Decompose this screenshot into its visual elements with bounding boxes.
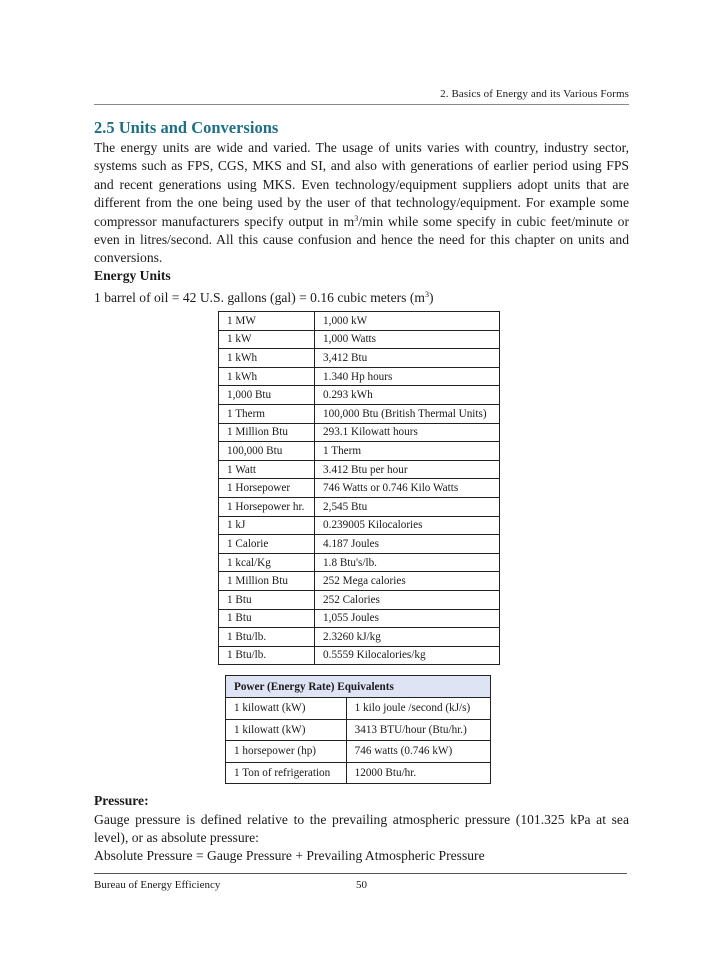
table-row	[219, 572, 500, 591]
table-cell-quantity: 1 kcal/Kg	[219, 553, 315, 572]
table-cell-quantity: 1 Calorie	[219, 535, 315, 554]
table-cell-equivalent: 746 watts (0.746 kW)	[346, 741, 490, 763]
table-cell-equivalent: 746 Watts or 0.746 Kilo Watts	[315, 479, 500, 498]
table-cell-quantity: 1 Btu/lb.	[219, 646, 315, 665]
table-cell-quantity: 1,000 Btu	[219, 386, 315, 405]
table-cell-equivalent: 1 kilo joule /second (kJ/s)	[346, 698, 490, 720]
table-row	[219, 516, 500, 535]
table-cell-equivalent: 3.412 Btu per hour	[315, 460, 500, 479]
table-cell-quantity: 1 Ton of refrigeration	[226, 762, 347, 784]
table-row	[226, 719, 491, 741]
section-title: 2.5 Units and Conversions	[94, 118, 279, 137]
table-row	[219, 349, 500, 368]
table-row	[219, 367, 500, 386]
table-row	[226, 741, 491, 763]
table-cell-quantity: 1 kWh	[219, 349, 315, 368]
pressure-paragraph: Gauge pressure is defined relative to the prevailing atmospheric pressure (101.325 kPa at sea level), or as absolute pressure:	[94, 812, 629, 846]
table-cell-quantity: 100,000 Btu	[219, 442, 315, 461]
barrel-close: )	[428, 290, 434, 305]
table-cell-equivalent: 1.340 Hp hours	[315, 367, 500, 386]
table-cell-equivalent: 12000 Btu/hr.	[346, 762, 490, 784]
table-row	[219, 497, 500, 516]
table-row	[219, 312, 500, 331]
footer-rule	[94, 873, 627, 874]
table-row	[219, 423, 500, 442]
table-cell-equivalent: 0.239005 Kilocalories	[315, 516, 500, 535]
pressure-formula: Absolute Pressure = Gauge Pressure + Prevailing Atmospheric Pressure	[94, 848, 485, 863]
power-table-heading: Power (Energy Rate) Equivalents	[226, 676, 491, 698]
table-cell-quantity: 1 Btu	[219, 590, 315, 609]
table-cell-quantity: 1 horsepower (hp)	[226, 741, 347, 763]
power-header-row	[226, 676, 491, 698]
table-row	[226, 698, 491, 720]
table-row	[219, 628, 500, 647]
barrel-text: 1 barrel of oil = 42 U.S. gallons (gal) = 0.16 cubic meters (m	[94, 290, 425, 305]
table-cell-equivalent: 1.8 Btu's/lb.	[315, 553, 500, 572]
table-cell-quantity: 1 kWh	[219, 367, 315, 386]
table-cell-quantity: 1 Therm	[219, 404, 315, 423]
energy-units-heading: Energy Units	[94, 268, 171, 283]
table-cell-equivalent: 293.1 Kilowatt hours	[315, 423, 500, 442]
table-cell-equivalent: 252 Calories	[315, 590, 500, 609]
table-cell-equivalent: 2,545 Btu	[315, 497, 500, 516]
barrel-superscript: 3	[424, 290, 429, 299]
table-cell-equivalent: 1,055 Joules	[315, 609, 500, 628]
table-cell-quantity: 1 MW	[219, 312, 315, 331]
table-cell-quantity: 1 kilowatt (kW)	[226, 719, 347, 741]
table-row	[219, 646, 500, 665]
table-row	[219, 404, 500, 423]
table-cell-quantity: 1 Million Btu	[219, 423, 315, 442]
table-cell-equivalent: 3413 BTU/hour (Btu/hr.)	[346, 719, 490, 741]
table-row	[219, 442, 500, 461]
table-cell-quantity: 1 Million Btu	[219, 572, 315, 591]
intro-text-part1: The energy units are wide and varied. The usage of units varies with country, industry sector, systems such as FPS, CGS, MKS and SI, and also with generations of earlier period using FPS and recent generations using MKS. Even technology/equipment suppliers adopt units that are different from the one being used by the user of that technology/equipment. For example some compressor manufacturers specify output in m	[94, 140, 629, 229]
table-cell-equivalent: 3,412 Btu	[315, 349, 500, 368]
table-row	[226, 762, 491, 784]
header-rule	[94, 104, 629, 105]
table-row	[219, 386, 500, 405]
table-cell-equivalent: 1,000 kW	[315, 312, 500, 331]
table-row	[219, 535, 500, 554]
footer-publisher: Bureau of Energy Efficiency	[94, 879, 221, 891]
page-number: 50	[356, 879, 367, 891]
table-cell-quantity: 1 Btu	[219, 609, 315, 628]
table-cell-equivalent: 1,000 Watts	[315, 330, 500, 349]
table-cell-quantity: 1 kilowatt (kW)	[226, 698, 347, 720]
table-row	[219, 330, 500, 349]
table-row	[219, 479, 500, 498]
table-cell-quantity: 1 Horsepower	[219, 479, 315, 498]
table-cell-equivalent: 2.3260 kJ/kg	[315, 628, 500, 647]
pressure-heading: Pressure:	[94, 793, 149, 808]
table-cell-quantity: 1 Horsepower hr.	[219, 497, 315, 516]
table-cell-equivalent: 100,000 Btu (British Thermal Units)	[315, 404, 500, 423]
table-cell-equivalent: 0.5559 Kilocalories/kg	[315, 646, 500, 665]
intro-paragraph	[94, 139, 629, 268]
running-header: 2. Basics of Energy and its Various Forms	[440, 88, 629, 100]
table-cell-equivalent: 4.187 Joules	[315, 535, 500, 554]
table-cell-quantity: 1 Btu/lb.	[219, 628, 315, 647]
table-cell-quantity: 1 kJ	[219, 516, 315, 535]
table-row	[219, 460, 500, 479]
barrel-conversion	[94, 290, 433, 306]
table-cell-equivalent: 1 Therm	[315, 442, 500, 461]
table-row	[219, 609, 500, 628]
table-cell-quantity: 1 kW	[219, 330, 315, 349]
energy-units-table	[218, 311, 500, 665]
table-cell-equivalent: 0.293 kWh	[315, 386, 500, 405]
table-row	[219, 553, 500, 572]
superscript-3: 3	[354, 213, 359, 223]
table-cell-quantity: 1 Watt	[219, 460, 315, 479]
table-row	[219, 590, 500, 609]
table-cell-equivalent: 252 Mega calories	[315, 572, 500, 591]
power-equivalents-table	[225, 675, 491, 784]
intro-text-part2: /min while some specify in cubic feet/minute or even in litres/second. All this cause confusion and hence the need for this chapter on units and conversions.	[94, 213, 630, 266]
